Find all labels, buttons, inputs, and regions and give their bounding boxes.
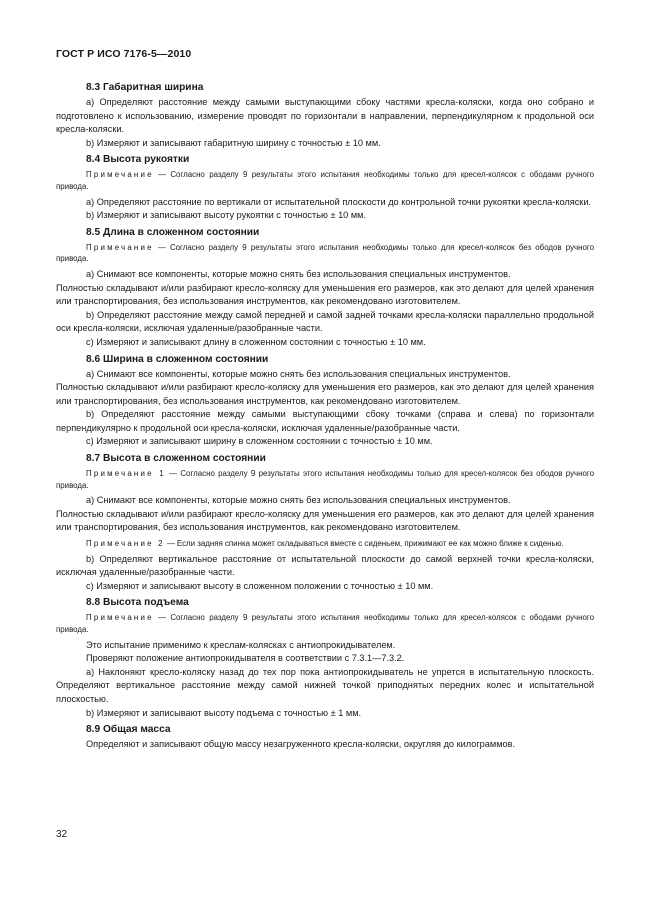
page-number: 32 — [56, 829, 68, 840]
note — [56, 538, 594, 550]
paragraph: b) Определяют вертикальное расстояние от испытательной плоскости до самой верхней точки кресла-коляски, исключая удаленные/разобранные части. — [56, 553, 594, 578]
section-heading: 8.7 Высота в сложенном состоянии — [86, 453, 266, 465]
paragraph: Это испытание применимо к креслам-колясках с антиопрокидывателем. — [86, 639, 396, 650]
document-body — [56, 78, 594, 752]
note-label: Примечание 2 — [86, 539, 165, 549]
paragraph: Полностью складывают и/или разбирают кресло-коляску для уменьшения его размеров, как это делают для целей хранения или транспортирования, без использования инструментов, как рекомендовано изготовителем. — [56, 382, 594, 406]
paragraph: с) Измеряют и записывают ширину в сложенном состоянии с точностью ± 10 мм. — [86, 436, 433, 447]
paragraph: b) Определяют расстояние между самой передней и самой задней точками кресла-коляски параллельно продольной оси кресла-коляски, исключая удаленные/разобранные части. — [56, 309, 594, 334]
paragraph: а) Снимают все компоненты, которые можно снять без использования специальных инструментов. — [86, 368, 511, 379]
note-text: — Согласно разделу 9 результаты этого испытания необходимы только для кресел-колясок без ободов ручного привода. — [56, 469, 594, 490]
paragraph: а) Определяют расстояние по вертикали от испытательной плоскости до контрольной точки рукоятки кресла-коляски. — [86, 196, 592, 207]
paragraph: а) Определяют расстояние между самыми выступающими сбоку частями кресла-коляски, когда оно собрано и подготовлено к использованию, измерение проводят по горизонтали в направлении, перпендикулярном к продольной оси кресла-коляски. — [56, 97, 594, 135]
paragraph: b) Измеряют и записывают габаритную ширину с точностью ± 10 мм. — [86, 137, 381, 148]
section-heading: 8.3 Габаритная ширина — [86, 82, 204, 93]
note — [56, 242, 594, 265]
note — [56, 612, 594, 635]
note-text: — Если задняя спинка может складываться вместе с сиденьем, прижимают ее как можно ближе к сиденью. — [164, 539, 564, 549]
section-heading: 8.9 Общая масса — [86, 724, 171, 736]
paragraph: b) Измеряют и записывают высоту рукоятки с точностью ± 10 мм. — [86, 210, 367, 221]
paragraph: b) Измеряют и записывают высоту подъема с точностью ± 1 мм. — [86, 707, 362, 718]
paragraph: а) Снимают все компоненты, которые можно снять без использования специальных инструментов. — [86, 495, 511, 506]
section-heading: 8.4 Высота рукоятки — [86, 154, 190, 166]
note-text: — Согласно разделу 9 результаты этого испытания необходимы только для кресел-колясок с ободами ручного привода. — [56, 613, 594, 634]
paragraph: а) Наклоняют кресло-коляску назад до тех пор пока антиопрокидыватель не упрется в испытательную плоскость. Определяют вертикальное расстояние между самой нижней точкой приподнятых передних колес и испытательной плоскостью. — [56, 666, 594, 704]
document-header: ГОСТ Р ИСО 7176-5—2010 — [56, 48, 192, 60]
note-text: — Согласно разделу 9 результаты этого испытания необходимы только для кресел-колясок без ободов ручного привода. — [56, 242, 594, 264]
paragraph: Полностью складывают и/или разбирают кресло-коляску для уменьшения его размеров, как это делают для целей хранения или транспортирования, без использования инструментов, как рекомендовано изготовителем. — [56, 282, 594, 307]
paragraph: Проверяют положение антиопрокидывателя в соответствии с 7.3.1—7.3.2. — [86, 653, 405, 664]
paragraph: с) Измеряют и записывают длину в сложенном состоянии с точностью ± 10 мм. — [86, 336, 426, 347]
paragraph: с) Измеряют и записывают высоту в сложенном положении с точностью ± 10 мм. — [86, 580, 434, 591]
paragraph: b) Определяют расстояние между самыми выступающими сбоку точками (справа и слева) по горизонтали перпендикулярно к продольной оси кресла-коляски, исключая удаленные/разобранные части. — [56, 409, 594, 433]
note-label: Примечание — [86, 170, 154, 180]
note — [56, 169, 594, 192]
note-label: Примечание 1 — [86, 469, 166, 479]
section-heading: 8.8 Высота подъема — [86, 597, 189, 609]
paragraph: Полностью складывают и/или разбирают кресло-коляску для уменьшения его размеров, как это делают для целей хранения или транспортирования, без использования инструментов, как рекомендовано изготовителем. — [56, 508, 594, 533]
note-text: — Согласно разделу 9 результаты этого испытания необходимы только для кресел-колясок с ободами ручного привода. — [56, 170, 594, 191]
paragraph: Определяют и записывают общую массу незагруженного кресла-коляски, округляя до килограммов. — [86, 739, 516, 750]
note-label: Примечание — [86, 242, 154, 252]
note — [56, 468, 594, 491]
paragraph: а) Снимают все компоненты, которые можно снять без использования специальных инструментов. — [86, 268, 511, 279]
note-label: Примечание — [86, 613, 154, 623]
section-heading: 8.5 Длина в сложенном состоянии — [86, 226, 260, 238]
section-heading: 8.6 Ширина в сложенном состоянии — [86, 353, 269, 365]
